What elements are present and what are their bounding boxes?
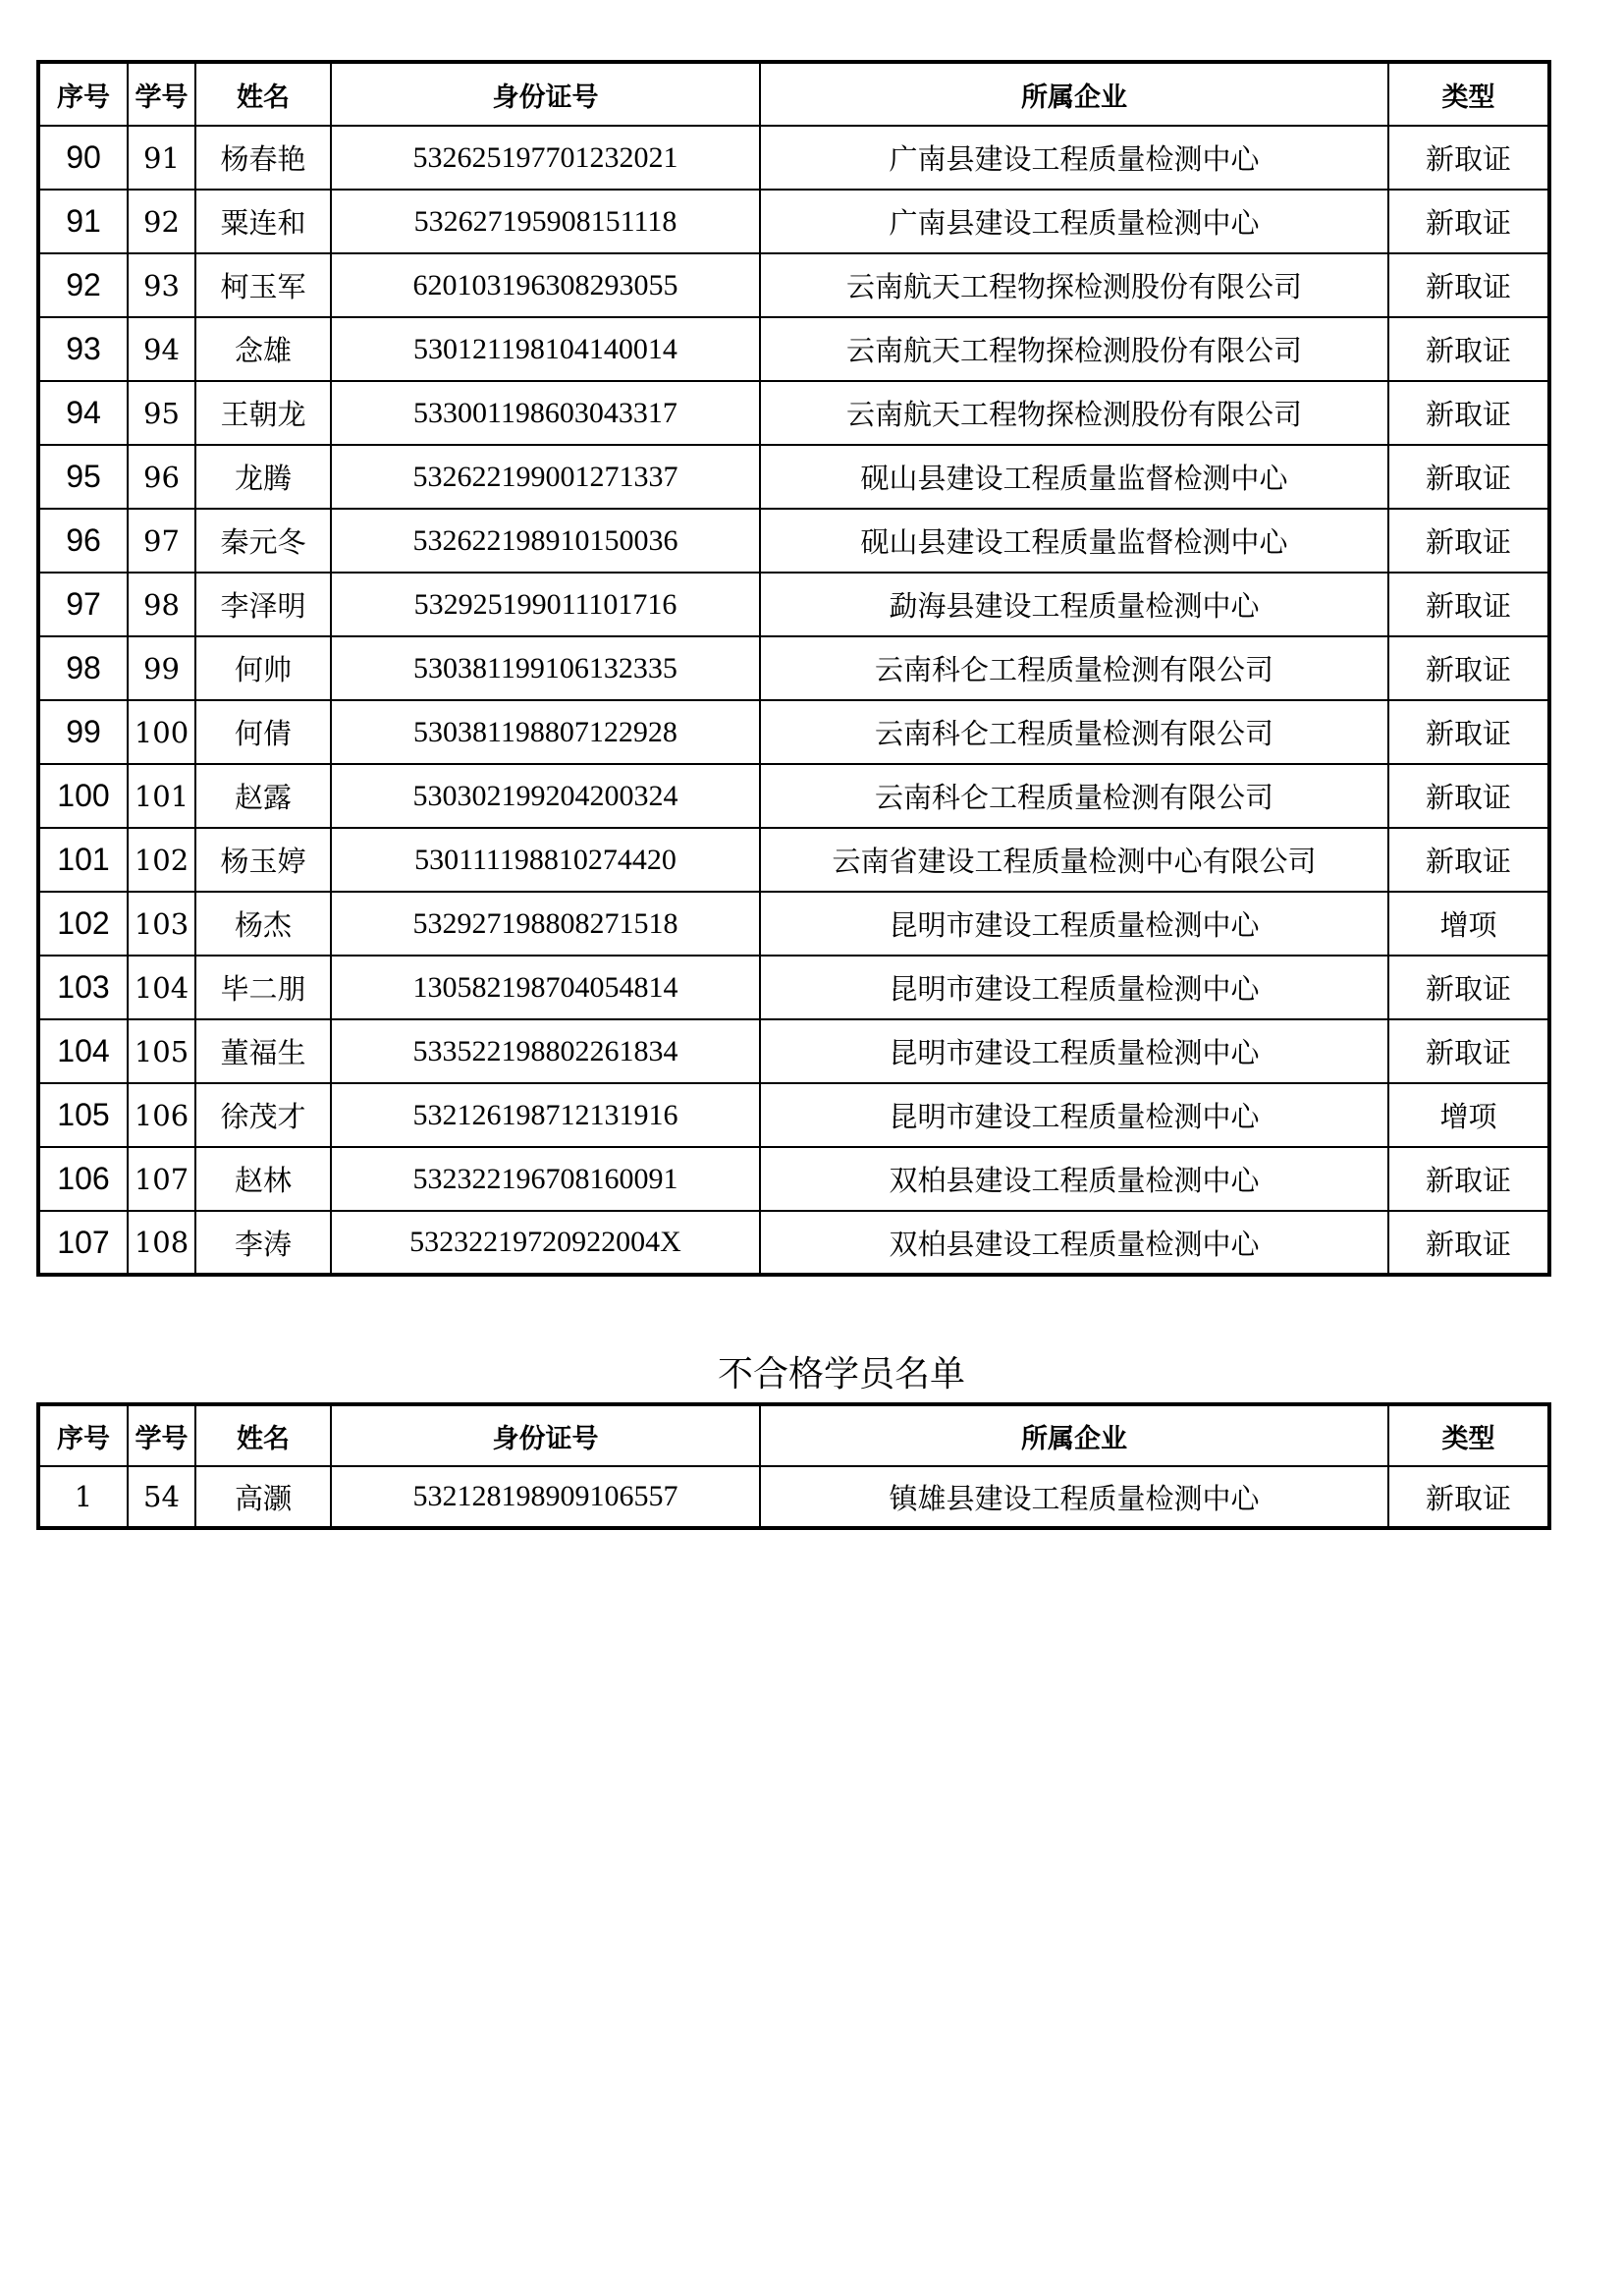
table-row xyxy=(38,126,1549,190)
cell-name: 粟连和 xyxy=(195,190,331,253)
cell-student-no: 107 xyxy=(128,1147,195,1211)
cell-student-no: 99 xyxy=(128,636,195,700)
cell-type: 新取证 xyxy=(1388,1147,1549,1211)
cell-id-no: 532625197701232021 xyxy=(331,126,760,190)
cell-student-no: 97 xyxy=(128,509,195,573)
cell-name: 杨春艳 xyxy=(195,126,331,190)
cell-type: 增项 xyxy=(1388,892,1549,956)
cell-name: 秦元冬 xyxy=(195,509,331,573)
cell-company: 砚山县建设工程质量监督检测中心 xyxy=(760,509,1388,573)
cell-company: 云南航天工程物探检测股份有限公司 xyxy=(760,253,1388,317)
cell-name: 何倩 xyxy=(195,700,331,764)
failed-students-body xyxy=(38,1466,1549,1528)
cell-company: 云南航天工程物探检测股份有限公司 xyxy=(760,381,1388,445)
cell-id-no: 532126198712131916 xyxy=(331,1083,760,1147)
cell-seq: 93 xyxy=(38,317,128,381)
cell-id-no: 620103196308293055 xyxy=(331,253,760,317)
cell-name: 柯玉军 xyxy=(195,253,331,317)
cell-id-no: 532622199001271337 xyxy=(331,445,760,509)
cell-company: 双柏县建设工程质量检测中心 xyxy=(760,1147,1388,1211)
table-row xyxy=(38,381,1549,445)
header-seq: 序号 xyxy=(38,1404,128,1466)
cell-name: 董福生 xyxy=(195,1019,331,1083)
cell-id-no: 532128198909106557 xyxy=(331,1466,760,1528)
cell-student-no: 95 xyxy=(128,381,195,445)
table-row xyxy=(38,1083,1549,1147)
header-seq: 序号 xyxy=(38,62,128,126)
cell-name: 李涛 xyxy=(195,1211,331,1275)
cell-student-no: 105 xyxy=(128,1019,195,1083)
cell-type: 新取证 xyxy=(1388,1466,1549,1528)
cell-id-no: 533522198802261834 xyxy=(331,1019,760,1083)
table-row xyxy=(38,573,1549,636)
cell-seq: 91 xyxy=(38,190,128,253)
cell-company: 云南科仑工程质量检测有限公司 xyxy=(760,764,1388,828)
cell-seq: 101 xyxy=(38,828,128,892)
cell-seq: 90 xyxy=(38,126,128,190)
cell-type: 新取证 xyxy=(1388,126,1549,190)
cell-seq: 106 xyxy=(38,1147,128,1211)
cell-name: 高灏 xyxy=(195,1466,331,1528)
cell-name: 杨玉婷 xyxy=(195,828,331,892)
cell-company: 昆明市建设工程质量检测中心 xyxy=(760,1083,1388,1147)
cell-type: 增项 xyxy=(1388,1083,1549,1147)
cell-name: 李泽明 xyxy=(195,573,331,636)
cell-seq: 107 xyxy=(38,1211,128,1275)
cell-company: 勐海县建设工程质量检测中心 xyxy=(760,573,1388,636)
header-company: 所属企业 xyxy=(760,1404,1388,1466)
table-row xyxy=(38,700,1549,764)
cell-type: 新取证 xyxy=(1388,1019,1549,1083)
cell-id-no: 530381198807122928 xyxy=(331,700,760,764)
cell-type: 新取证 xyxy=(1388,1211,1549,1275)
cell-id-no: 532925199011101716 xyxy=(331,573,760,636)
cell-company: 云南科仑工程质量检测有限公司 xyxy=(760,636,1388,700)
passed-students-body xyxy=(38,126,1549,1275)
table-row xyxy=(38,828,1549,892)
cell-seq: 100 xyxy=(38,764,128,828)
cell-type: 新取证 xyxy=(1388,764,1549,828)
table-row xyxy=(38,253,1549,317)
cell-student-no: 108 xyxy=(128,1211,195,1275)
table-header-row xyxy=(38,1404,1549,1466)
cell-id-no: 53232219720922004X xyxy=(331,1211,760,1275)
cell-company: 镇雄县建设工程质量检测中心 xyxy=(760,1466,1388,1528)
cell-student-no: 104 xyxy=(128,956,195,1019)
table-header-row xyxy=(38,62,1549,126)
cell-company: 双柏县建设工程质量检测中心 xyxy=(760,1211,1388,1275)
cell-name: 龙腾 xyxy=(195,445,331,509)
table-row xyxy=(38,509,1549,573)
cell-type: 新取证 xyxy=(1388,253,1549,317)
cell-id-no: 532927198808271518 xyxy=(331,892,760,956)
cell-student-no: 103 xyxy=(128,892,195,956)
cell-seq: 94 xyxy=(38,381,128,445)
cell-student-no: 94 xyxy=(128,317,195,381)
passed-students-table xyxy=(36,60,1551,1277)
cell-seq: 1 xyxy=(38,1466,128,1528)
table-row xyxy=(38,1466,1549,1528)
cell-name: 念雄 xyxy=(195,317,331,381)
cell-student-no: 93 xyxy=(128,253,195,317)
cell-id-no: 533001198603043317 xyxy=(331,381,760,445)
cell-company: 广南县建设工程质量检测中心 xyxy=(760,190,1388,253)
table-row xyxy=(38,892,1549,956)
header-student-no: 学号 xyxy=(128,1404,195,1466)
cell-company: 云南航天工程物探检测股份有限公司 xyxy=(760,317,1388,381)
cell-seq: 99 xyxy=(38,700,128,764)
cell-seq: 105 xyxy=(38,1083,128,1147)
cell-seq: 92 xyxy=(38,253,128,317)
cell-name: 赵林 xyxy=(195,1147,331,1211)
cell-seq: 102 xyxy=(38,892,128,956)
cell-company: 云南省建设工程质量检测中心有限公司 xyxy=(760,828,1388,892)
header-name: 姓名 xyxy=(195,1404,331,1466)
cell-type: 新取证 xyxy=(1388,381,1549,445)
cell-seq: 96 xyxy=(38,509,128,573)
cell-id-no: 532627195908151118 xyxy=(331,190,760,253)
cell-type: 新取证 xyxy=(1388,317,1549,381)
cell-student-no: 102 xyxy=(128,828,195,892)
failed-students-title: 不合格学员名单 xyxy=(717,1354,965,1394)
cell-name: 杨杰 xyxy=(195,892,331,956)
cell-student-no: 100 xyxy=(128,700,195,764)
failed-students-table xyxy=(36,1402,1551,1530)
header-type: 类型 xyxy=(1388,62,1549,126)
cell-company: 广南县建设工程质量检测中心 xyxy=(760,126,1388,190)
cell-type: 新取证 xyxy=(1388,636,1549,700)
cell-student-no: 96 xyxy=(128,445,195,509)
table-row xyxy=(38,956,1549,1019)
header-company: 所属企业 xyxy=(760,62,1388,126)
cell-type: 新取证 xyxy=(1388,445,1549,509)
header-id-no: 身份证号 xyxy=(331,62,760,126)
header-student-no: 学号 xyxy=(128,62,195,126)
cell-name: 赵露 xyxy=(195,764,331,828)
table-row xyxy=(38,445,1549,509)
header-name: 姓名 xyxy=(195,62,331,126)
cell-id-no: 530381199106132335 xyxy=(331,636,760,700)
cell-seq: 98 xyxy=(38,636,128,700)
table-row xyxy=(38,636,1549,700)
cell-type: 新取证 xyxy=(1388,956,1549,1019)
cell-id-no: 530111198810274420 xyxy=(331,828,760,892)
cell-type: 新取证 xyxy=(1388,190,1549,253)
cell-seq: 95 xyxy=(38,445,128,509)
table-row xyxy=(38,1211,1549,1275)
cell-student-no: 54 xyxy=(128,1466,195,1528)
cell-student-no: 92 xyxy=(128,190,195,253)
table-row xyxy=(38,764,1549,828)
cell-id-no: 530302199204200324 xyxy=(331,764,760,828)
cell-seq: 97 xyxy=(38,573,128,636)
cell-student-no: 106 xyxy=(128,1083,195,1147)
table-row xyxy=(38,1019,1549,1083)
cell-id-no: 130582198704054814 xyxy=(331,956,760,1019)
cell-student-no: 98 xyxy=(128,573,195,636)
cell-type: 新取证 xyxy=(1388,700,1549,764)
cell-company: 昆明市建设工程质量检测中心 xyxy=(760,956,1388,1019)
cell-company: 昆明市建设工程质量检测中心 xyxy=(760,1019,1388,1083)
cell-id-no: 532622198910150036 xyxy=(331,509,760,573)
cell-name: 毕二朋 xyxy=(195,956,331,1019)
cell-seq: 103 xyxy=(38,956,128,1019)
table-row xyxy=(38,1147,1549,1211)
table-row xyxy=(38,317,1549,381)
cell-type: 新取证 xyxy=(1388,573,1549,636)
cell-company: 砚山县建设工程质量监督检测中心 xyxy=(760,445,1388,509)
cell-student-no: 91 xyxy=(128,126,195,190)
header-id-no: 身份证号 xyxy=(331,1404,760,1466)
cell-id-no: 532322196708160091 xyxy=(331,1147,760,1211)
cell-type: 新取证 xyxy=(1388,509,1549,573)
cell-id-no: 530121198104140014 xyxy=(331,317,760,381)
cell-student-no: 101 xyxy=(128,764,195,828)
cell-company: 昆明市建设工程质量检测中心 xyxy=(760,892,1388,956)
cell-seq: 104 xyxy=(38,1019,128,1083)
header-type: 类型 xyxy=(1388,1404,1549,1466)
table-row xyxy=(38,190,1549,253)
cell-name: 王朝龙 xyxy=(195,381,331,445)
cell-type: 新取证 xyxy=(1388,828,1549,892)
cell-company: 云南科仑工程质量检测有限公司 xyxy=(760,700,1388,764)
cell-name: 何帅 xyxy=(195,636,331,700)
cell-name: 徐茂才 xyxy=(195,1083,331,1147)
